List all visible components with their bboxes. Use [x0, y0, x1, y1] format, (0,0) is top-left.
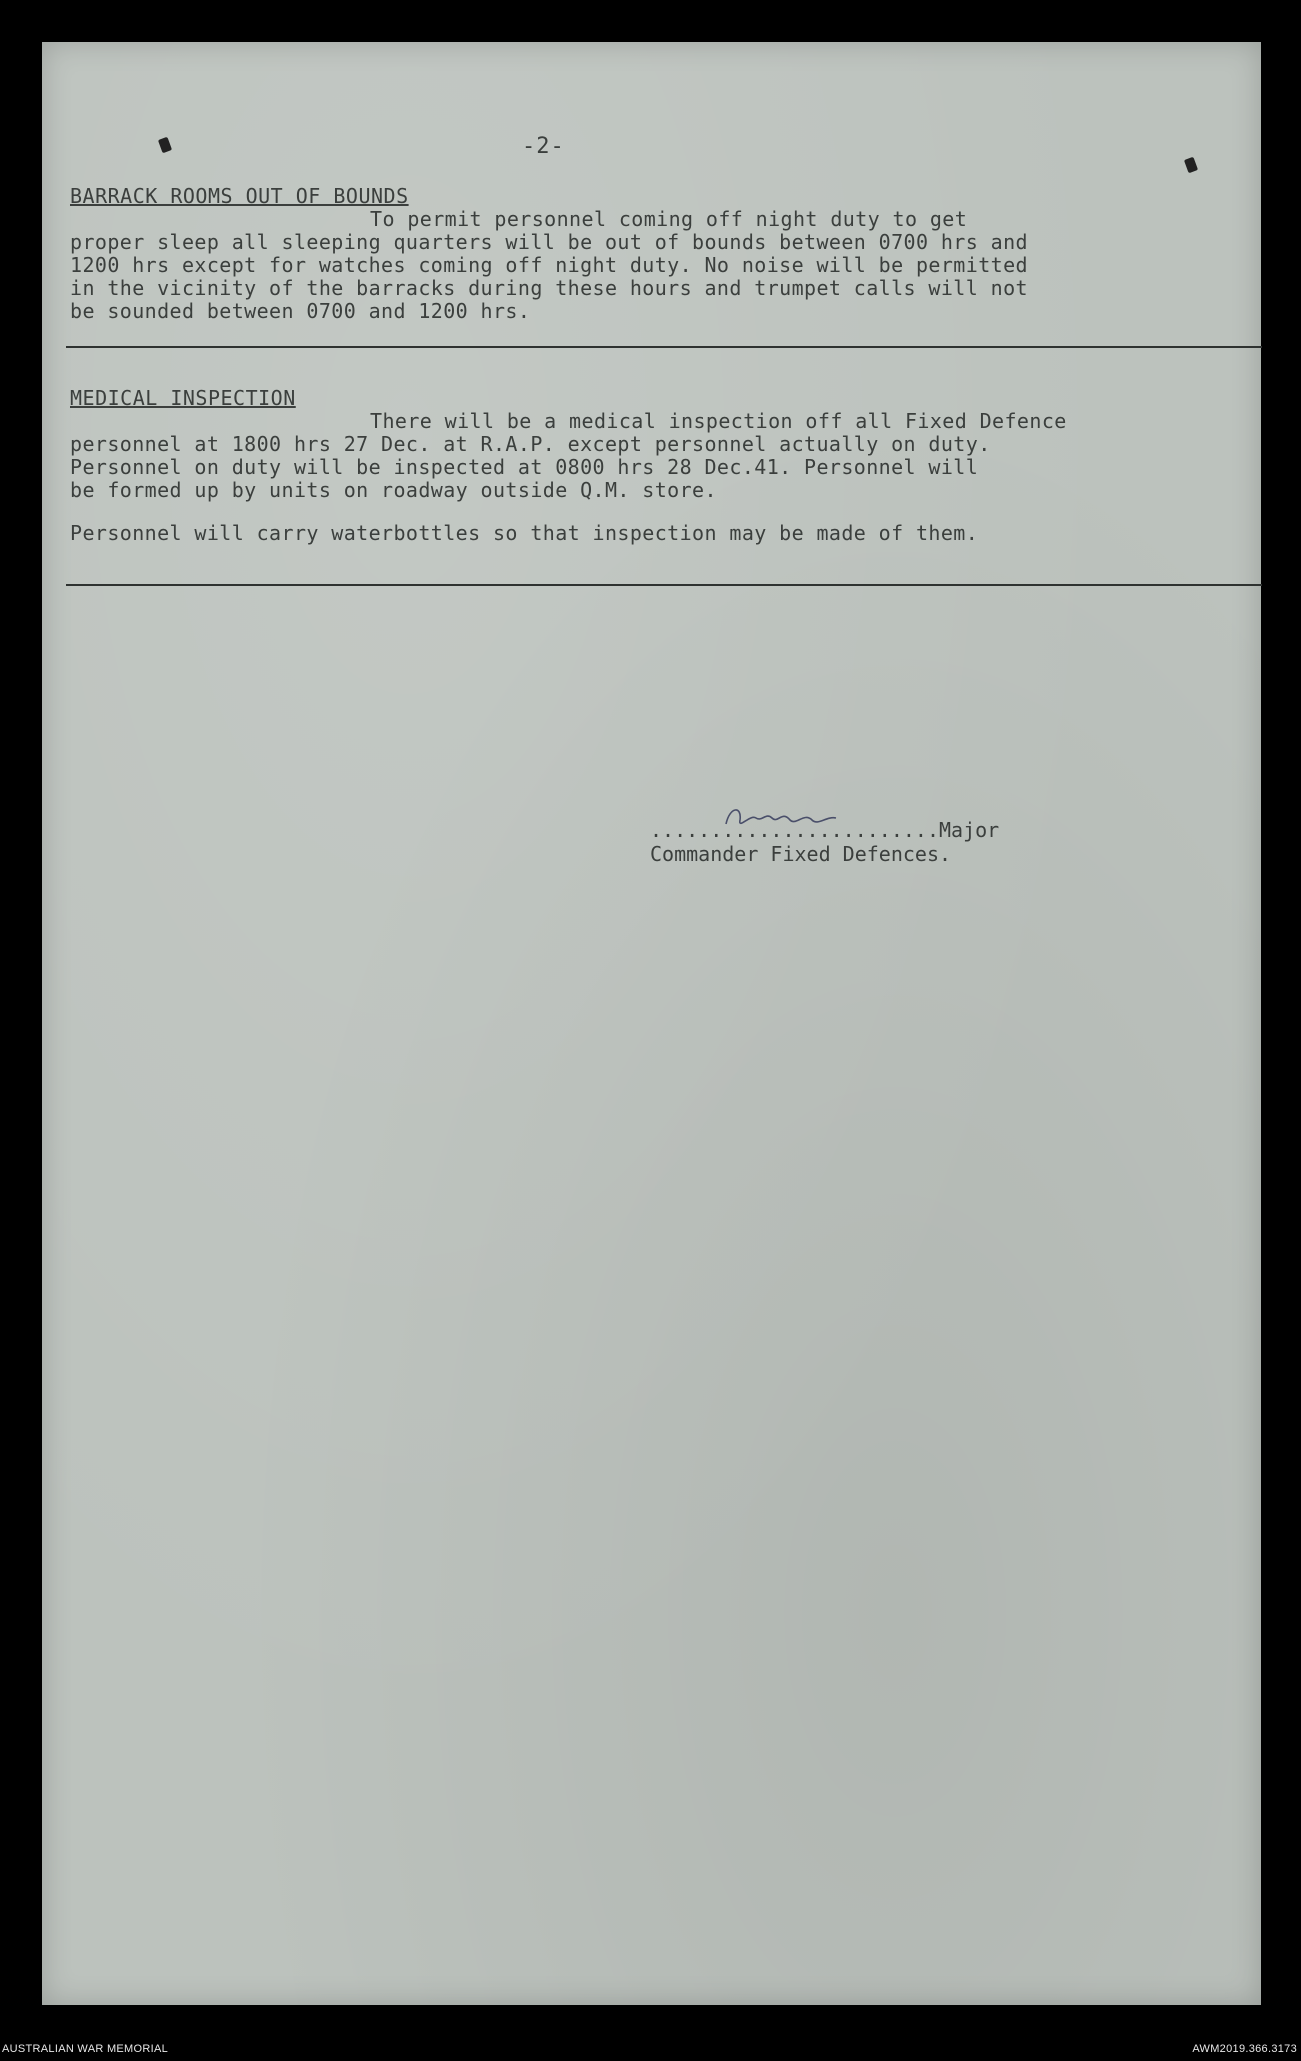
- section-divider: [66, 584, 1262, 586]
- body-line: proper sleep all sleeping quarters will be out of bounds between 0700 hrs and: [70, 230, 1028, 254]
- section-divider: [66, 346, 1262, 348]
- body-line: personnel at 1800 hrs 27 Dec. at R.A.P. except personnel actually on duty.: [70, 432, 991, 456]
- body-line: There will be a medical inspection off all Fixed Defence: [370, 409, 1067, 433]
- body-line: be formed up by units on roadway outside Q.M. store.: [70, 478, 717, 502]
- body-line: Personnel on duty will be inspected at 0800 hrs 28 Dec.41. Personnel will: [70, 455, 979, 479]
- section-body: [70, 208, 1256, 323]
- archive-reference: AWM2019.366.3173: [1192, 2043, 1297, 2055]
- signature-line: [650, 818, 999, 842]
- signature-rank: ........................Major: [650, 818, 1000, 842]
- section-heading: BARRACK ROOMS OUT OF BOUNDS: [70, 184, 409, 208]
- signature-block: [650, 818, 999, 866]
- section-note: Personnel will carry waterbottles so that inspection may be made of them.: [70, 521, 979, 545]
- body-line: in the vicinity of the barracks during these hours and trumpet calls will not: [70, 276, 1028, 300]
- punch-hole-right: [1184, 157, 1198, 174]
- section-barrack-rooms: [70, 184, 1256, 323]
- body-line: 1200 hrs except for watches coming off night duty. No noise will be permitted: [70, 253, 1028, 277]
- body-line: To permit personnel coming off night duty to get: [370, 207, 968, 231]
- punch-hole-left: [158, 137, 172, 154]
- body-line: be sounded between 0700 and 1200 hrs.: [70, 299, 531, 323]
- archive-credit: AUSTRALIAN WAR MEMORIAL: [2, 2043, 169, 2055]
- page-number: -2-: [522, 134, 565, 159]
- signature-title: Commander Fixed Defences.: [650, 842, 952, 866]
- section-heading: MEDICAL INSPECTION: [70, 386, 296, 410]
- document-page: [42, 42, 1261, 2005]
- section-medical-inspection: [70, 386, 1256, 545]
- section-body: [70, 410, 1256, 502]
- handwritten-signature: [720, 800, 840, 834]
